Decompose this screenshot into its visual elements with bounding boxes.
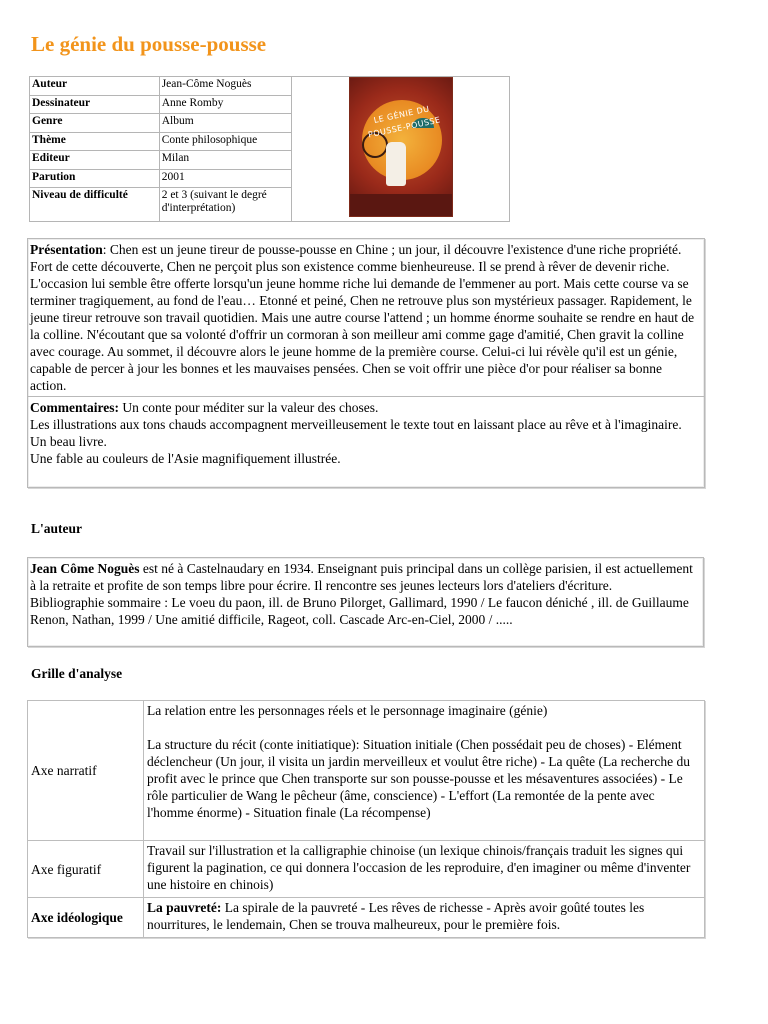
analysis-grid (27, 700, 705, 938)
auteur-biblio: Bibliographie sommaire : Le voeu du paon, ill. de Bruno Pilorget, Gallimard, 1990 / Le faucon déniché , ill. de Guillaume Renon, Nathan, 1999 / Une amitié difficile, Rageot, coll. Cascade Arc-en-Ciel, 2000 / ..... (30, 595, 689, 627)
auteur-box (27, 557, 704, 647)
auteur-text: est né à Castelnaudary en 1934. Enseignant puis principal dans un collège parisien, il est actuellement à la retraite et profite de son temps libre pour écrire. Il rencontre ses jeunes lecteurs lors d'ateliers d'écriture. (30, 561, 693, 593)
info-key: Parution (30, 169, 160, 188)
axe-figuratif-label: Axe figuratif (28, 840, 144, 898)
info-value: Conte philosophique (159, 132, 292, 151)
narratif-paragraph-1: La relation entre les personnages réels et le personnage imaginaire (génie) (147, 703, 548, 718)
info-key: Editeur (30, 151, 160, 170)
page-title: Le génie du pousse-pousse (31, 32, 267, 56)
cover-figure-shape (386, 142, 406, 186)
ideologique-text: La spirale de la pauvreté - Les rêves de richesse - Après avoir goûté toutes les nourritures, le lendemain, Chen se trouva malheureux, pour le première fois. (147, 900, 645, 933)
presentation-label: Présentation (30, 242, 103, 257)
info-value: Album (159, 114, 292, 133)
book-cover-image (349, 77, 453, 217)
commentaires-line1: Un conte pour méditer sur la valeur des choses. (118, 400, 379, 415)
axe-ideologique-label: Axe idéologique (28, 898, 144, 938)
info-key: Thème (30, 132, 160, 151)
info-value: Anne Romby (159, 95, 292, 114)
info-key: Genre (30, 114, 160, 133)
ideologique-bold: La pauvreté: (147, 900, 222, 916)
auteur-section (28, 558, 703, 630)
axe-narratif-label: Axe narratif (28, 701, 144, 841)
info-value: 2 et 3 (suivant le degré d'interprétation) (159, 188, 292, 222)
grid-row-narratif (28, 701, 705, 841)
info-value: Milan (159, 151, 292, 170)
presentation-text: : Chen est un jeune tireur de pousse-pousse en Chine ; un jour, il découvre l'existence d'une riche propriété. Fort de cette découverte, Chen ne perçoit plus son existence comme bienheureuse. Il se prend à rêver de devenir riche. L'occasion lui semble être offerte lorsqu'un jeune homme riche lui demande de l'emmener au port. Mais cette course va se terminer tragiquement, au fond de l'eau… Etonné et peiné, Chen ne retrouve plus son mystérieux passager. Rapidement, le jeune tireur retrouve son travail quotidien. Mais une autre course l'attend ; un homme énorme souhaite se rendre en haut de la colline. N'écoutant que sa volonté d'offrir un cormoran à son meilleur ami comme gage d'amitié, Chen gravit la colline avec courage. Au sommet, il découvre alors le jeune homme de la première course. Celui-ci lui révèle qu'il est un génie, capable de percer à jour les bonnes et les mauvaises pensées. Chen se voit offrir une pièce d'or pour réaliser sa bonne action. (30, 242, 695, 393)
narratif-paragraph-2: La structure du récit (conte initiatique): Situation initiale (Chen possédait peu de choses) - Elément déclencheur (Un jour, il visita un jardin merveilleux et voulut être riche) - La quête (La recherche du profit avec le prince que Chen transporte sur son pousse-pousse et les mésaventures associées) - Le rôle particulier de Wang le pêcheur (âme, conscience) - L'effort (La remontée de la pente avec l'homme énorme) - Situation finale (La récompense) (147, 737, 690, 820)
grid-row-ideologique (28, 898, 705, 938)
presentation-section (28, 239, 704, 396)
axe-figuratif-content: Travail sur l'illustration et la calligraphie chinoise (un lexique chinois/français traduit les signes qui figurent la pagination, ce qui donnera l'occasion de les reproduire, d'en imaginer ou même d'inventer une histoire en chinois) (144, 840, 705, 898)
grille-heading: Grille d'analyse (31, 666, 123, 681)
commentaires-section (28, 396, 704, 469)
cover-base-shape (350, 194, 452, 216)
axe-narratif-content (144, 701, 705, 841)
cover-title: LE GÉNIE DU POUSSE-POUSSE (367, 104, 442, 140)
info-key: Dessinateur (30, 95, 160, 114)
commentaires-line2: Les illustrations aux tons chauds accompagnent merveilleusement le texte tout en laissant place au rêve et à l'imaginaire. Un beau livre. (30, 417, 682, 449)
auteur-heading: L'auteur (31, 521, 83, 536)
commentaires-label: Commentaires: (30, 400, 119, 415)
grid-row-figuratif (28, 840, 705, 898)
commentaires-line3: Une fable au couleurs de l'Asie magnifiquement illustrée. (30, 451, 341, 466)
axe-ideologique-content (144, 898, 705, 938)
presentation-box (27, 238, 705, 488)
cover-cell (292, 77, 510, 222)
auteur-name: Jean Côme Noguès (30, 561, 140, 576)
info-key: Auteur (30, 77, 160, 96)
book-info-table (29, 76, 510, 222)
info-row-auteur (30, 77, 510, 96)
info-key: Niveau de difficulté (30, 188, 160, 222)
info-value: Jean-Côme Noguès (159, 77, 292, 96)
info-value: 2001 (159, 169, 292, 188)
